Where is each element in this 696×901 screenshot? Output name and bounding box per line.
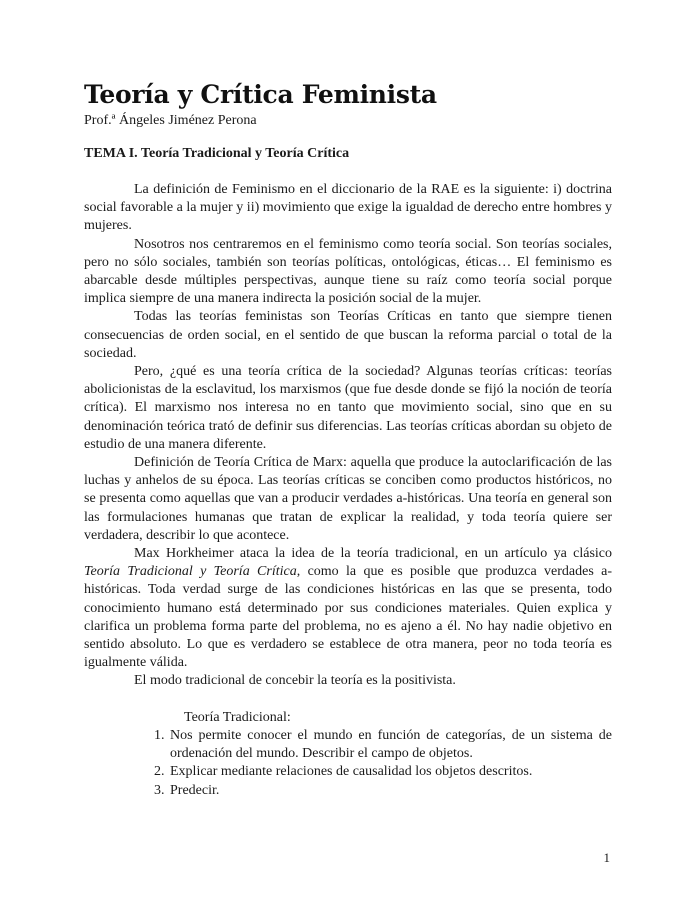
- paragraph: Pero, ¿qué es una teoría crítica de la sociedad? Algunas teorías críticas: teorías abolicionistas de la esclavitud, los marxismos (que fue desde donde se fijó la noción de teoría crítica). El marxismo nos interesa no en tanto que movimiento social, sino que en su denominación teórica trató de definir sus diferencias. Las teorías críticas abordan su objeto de estudio de una manera diferente.: [84, 364, 612, 452]
- page-number: 1: [603, 850, 610, 865]
- paragraph: Nosotros nos centraremos en el feminismo como teoría social. Son teorías sociales, pero no sólo sociales, también son teorías políticas, ontológicas, éticas… El feminismo es abarcable desde múltiples perspectivas, aunque tiene su raíz como teoría social porque implica siempre de una manera indirecta la posición social de la mujer.: [84, 236, 612, 307]
- spacer: [84, 691, 612, 709]
- paragraph-horkheimer: [84, 545, 612, 672]
- section-heading: TEMA I. Teoría Tradicional y Teoría Crítica: [84, 146, 350, 161]
- article-title: Teoría Tradicional y Teoría Crítica: [84, 564, 297, 580]
- list-item: 2. Explicar mediante relaciones de causalidad los objetos descritos.: [168, 763, 612, 781]
- paragraph: La definición de Feminismo en el diccionario de la RAE es la siguiente: i) doctrina social favorable a la mujer y ii) movimiento que exige la igualdad de derecho entre hombres y mujeres.: [84, 182, 612, 234]
- paragraph-text: Max Horkheimer ataca la idea de la teoría tradicional, en un artículo ya clásico: [134, 546, 612, 562]
- paragraph: Todas las teorías feministas son Teorías Críticas en tanto que siempre tienen consecuencias de orden social, en el sentido de que buscan la reforma parcial o total de la sociedad.: [84, 309, 612, 361]
- paragraph-text: , como la que es posible que produzca verdades a-históricas. Toda verdad surge de las condiciones históricas en las que se presenta, todo conocimiento humano está determinado por sus condiciones materiales. Quien explica y clarifica un problema forma parte del problema, no es ajeno a él. No hay nadie objetivo en sentido absoluto. Lo que es verdadero se establece de otra manera, peor no toda teoría es igualmente válida.: [84, 564, 612, 671]
- document-body: [84, 181, 612, 800]
- list-heading: Teoría Tradicional:: [184, 709, 291, 725]
- author-line: Prof.ª Ángeles Jiménez Perona: [84, 113, 257, 128]
- numbered-list: [84, 727, 612, 800]
- paragraph: Definición de Teoría Crítica de Marx: aquella que produce la autoclarificación de las luchas y anhelos de su época. Las teorías críticas se conciben como productos históricos, no se presenta como aquellas que van a producir verdades a-históricas. Una teoría en general son las formulaciones humanas que tratan de explicar la realidad, y toda teoría quiere ser verdadera, describir lo que acontece.: [84, 455, 612, 543]
- list-item: 1. Nos permite conocer el mundo en función de categorías, de un sistema de ordenación del mundo. Describir el campo de objetos.: [168, 727, 612, 763]
- document-title: Teoría y Crítica Feminista: [84, 80, 437, 109]
- list-item: 3. Predecir.: [168, 782, 612, 800]
- paragraph: El modo tradicional de concebir la teoría es la positivista.: [134, 673, 456, 689]
